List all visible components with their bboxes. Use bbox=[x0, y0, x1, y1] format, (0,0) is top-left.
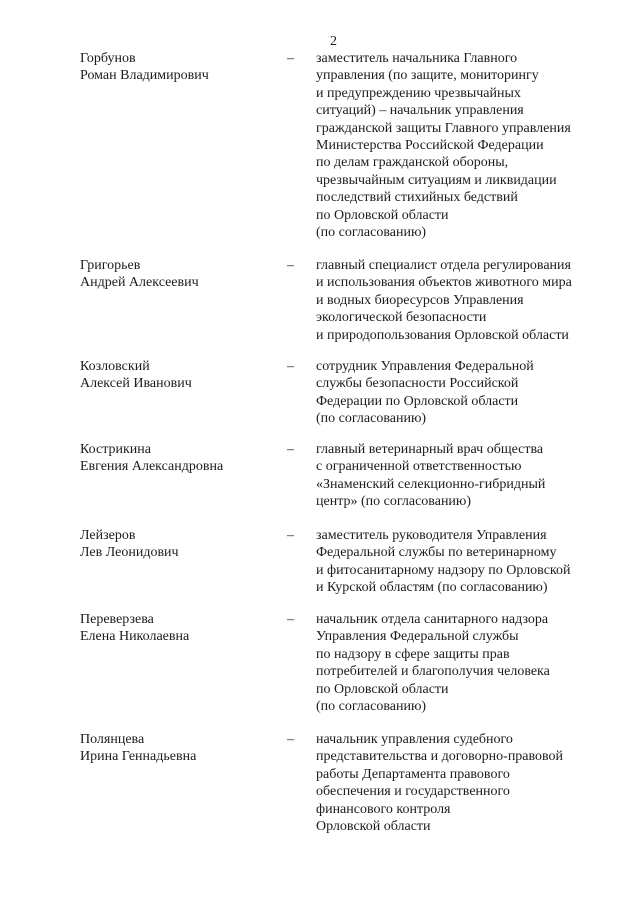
description-line: главный ветеринарный врач общества bbox=[316, 442, 544, 457]
description-line: (по согласованию) bbox=[316, 699, 427, 715]
given-names: Роман Владимирович bbox=[80, 68, 209, 84]
description-line: представительства и договорно-правовой bbox=[316, 749, 564, 765]
description-line: центр» (по согласованию) bbox=[316, 494, 472, 510]
description-line: (по согласованию) bbox=[316, 225, 427, 241]
surname: Горбунов bbox=[80, 51, 136, 66]
position-description bbox=[316, 257, 616, 344]
description-line: чрезвычайным ситуациям и ликвидации bbox=[316, 172, 557, 188]
description-line: гражданской защиты Главного управления bbox=[316, 120, 571, 136]
position-description bbox=[316, 527, 616, 597]
description-line: Федерации по Орловской области bbox=[316, 393, 519, 409]
description-line: Федеральной службы по ветеринарному bbox=[316, 545, 557, 561]
description-line: начальник управления судебного bbox=[316, 732, 513, 747]
description-line: по делам гражданской обороны, bbox=[316, 155, 509, 171]
position-description bbox=[316, 611, 616, 715]
given-names: Андрей Алексеевич bbox=[80, 275, 199, 291]
description-line: финансового контроля bbox=[316, 801, 451, 817]
dash-separator: – bbox=[287, 51, 294, 66]
surname: Лейзеров bbox=[80, 528, 136, 543]
surname: Полянцева bbox=[80, 732, 145, 747]
dash-separator: – bbox=[287, 359, 294, 374]
person-name bbox=[80, 731, 280, 766]
description-line: потребителей и благополучия человека bbox=[316, 664, 550, 680]
given-names: Евгения Александровна bbox=[80, 459, 224, 475]
description-line: Орловской области bbox=[316, 819, 431, 835]
description-line: экологической безопасности bbox=[316, 310, 487, 326]
description-line: и предупреждению чрезвычайных bbox=[316, 85, 521, 101]
description-line: по Орловской области bbox=[316, 207, 449, 223]
description-line: и использования объектов животного мира bbox=[316, 275, 572, 291]
given-names: Ирина Геннадьевна bbox=[80, 749, 197, 765]
description-line: последствий стихийных бедствий bbox=[316, 190, 518, 206]
description-line: и фитосанитарному надзору по Орловской bbox=[316, 562, 571, 578]
position-description bbox=[316, 50, 616, 241]
description-line: и природопользования Орловской области bbox=[316, 327, 569, 343]
surname: Козловский bbox=[80, 359, 150, 374]
person-name bbox=[80, 611, 280, 646]
description-line: начальник отдела санитарного надзора bbox=[316, 612, 549, 627]
surname: Переверзева bbox=[80, 612, 154, 627]
position-description bbox=[316, 731, 616, 835]
description-line: Министерства Российской Федерации bbox=[316, 138, 544, 154]
dash-separator: – bbox=[287, 258, 294, 273]
person-name bbox=[80, 50, 280, 85]
description-line: заместитель начальника Главного bbox=[316, 51, 518, 66]
given-names: Алексей Иванович bbox=[80, 376, 192, 392]
description-line: сотрудник Управления Федеральной bbox=[316, 359, 534, 374]
description-line: по Орловской области bbox=[316, 681, 449, 697]
description-line: работы Департамента правового bbox=[316, 766, 510, 782]
given-names: Елена Николаевна bbox=[80, 629, 190, 645]
position-description bbox=[316, 441, 616, 511]
person-name bbox=[80, 358, 280, 393]
description-line: службы безопасности Российской bbox=[316, 376, 519, 392]
description-line: с ограниченной ответственностью bbox=[316, 459, 522, 475]
dash-separator: – bbox=[287, 442, 294, 457]
description-line: управления (по защите, мониторингу bbox=[316, 68, 539, 84]
position-description bbox=[316, 358, 616, 428]
description-line: Управления Федеральной службы bbox=[316, 629, 519, 645]
person-name bbox=[80, 527, 280, 562]
person-name bbox=[80, 257, 280, 292]
dash-separator: – bbox=[287, 612, 294, 627]
description-line: заместитель руководителя Управления bbox=[316, 528, 547, 543]
surname: Кострикина bbox=[80, 442, 151, 457]
description-line: ситуаций) – начальник управления bbox=[316, 103, 524, 119]
description-line: и водных биоресурсов Управления bbox=[316, 292, 524, 308]
person-name bbox=[80, 441, 280, 476]
description-line: по надзору в сфере защиты прав bbox=[316, 646, 510, 662]
description-line: и Курской областям (по согласованию) bbox=[316, 580, 548, 596]
dash-separator: – bbox=[287, 528, 294, 543]
description-line: «Знаменский селекционно-гибридный bbox=[316, 476, 546, 492]
description-line: главный специалист отдела регулирования bbox=[316, 258, 571, 273]
dash-separator: – bbox=[287, 732, 294, 747]
description-line: обеспечения и государственного bbox=[316, 784, 510, 800]
given-names: Лев Леонидович bbox=[80, 545, 179, 561]
page-number: 2 bbox=[330, 34, 337, 49]
description-line: (по согласованию) bbox=[316, 411, 427, 427]
surname: Григорьев bbox=[80, 258, 141, 273]
